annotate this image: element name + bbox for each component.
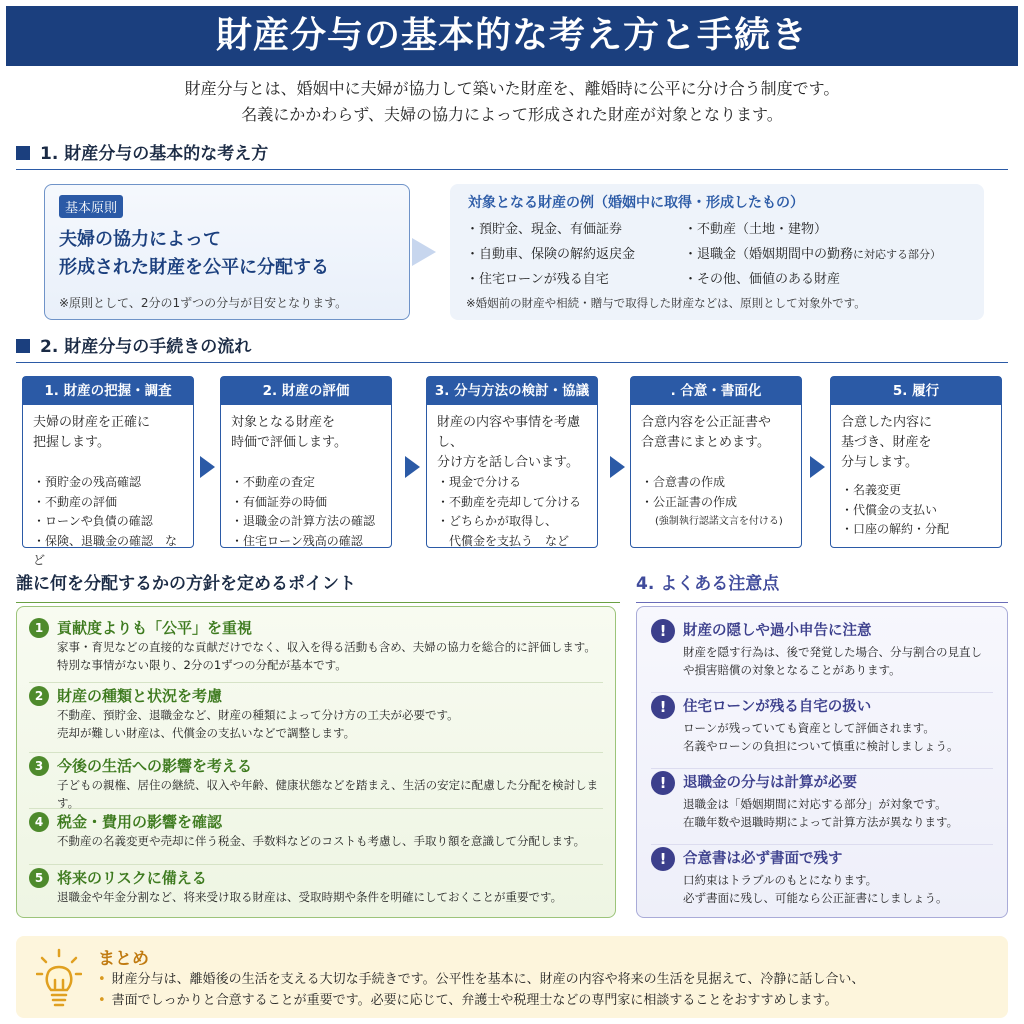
caution-title: 合意書は必ず書面で残す bbox=[683, 851, 843, 867]
flow-arrow-icon bbox=[405, 456, 420, 478]
point-body-line: 売却が難しい財産は、代償金の支払いなどで調整します。 bbox=[57, 726, 356, 740]
step-item: ・どちらかが取得し、 bbox=[437, 514, 558, 528]
caution-body bbox=[683, 643, 993, 679]
summary-line bbox=[98, 969, 992, 990]
example-item: ・不動産（土地・建物） bbox=[684, 222, 828, 237]
step-desc-line: 分与します。 bbox=[841, 455, 918, 470]
step-item: ・有価証券の時価 bbox=[231, 494, 328, 509]
summary-line bbox=[98, 990, 992, 1011]
summary-line-text: 書面でしっかりと合意することが重要です。必要に応じて、弁護士や税理士などの専門家に相談することをおすすめします。 bbox=[111, 993, 838, 1008]
caution-item bbox=[651, 845, 993, 921]
step-item: ・不動産を売却して分ける bbox=[437, 494, 582, 509]
step-desc-line: 財産の内容や事情を考慮し、 bbox=[437, 415, 581, 450]
step-item-list bbox=[427, 469, 597, 551]
point-number-badge: 3 bbox=[29, 756, 49, 776]
step-item: ・不動産の査定 bbox=[231, 475, 316, 489]
caution-body-line: 必ず書面に残し、可能なら公正証書にしましょう。 bbox=[683, 891, 948, 905]
caution-body bbox=[683, 795, 993, 831]
step-item-note: (強制執行認諾文言を付ける) bbox=[655, 516, 783, 527]
step-item-list bbox=[221, 469, 391, 551]
step-item: ・退職金の計算方法の確認 bbox=[231, 514, 376, 528]
point-body-line: 退職金や年金分割など、将来受け取る財産は、受取時期や条件を明確にしておくことが重要です。 bbox=[57, 890, 563, 904]
exclamation-icon: ! bbox=[651, 771, 675, 795]
step-title: 5. 履行 bbox=[831, 377, 1001, 405]
summary-title: まとめ bbox=[98, 949, 149, 969]
step-title: 2. 財産の評価 bbox=[221, 377, 391, 405]
step-desc-line: 合意内容を公正証書や bbox=[641, 415, 772, 430]
point-body-line: 不動産の名義変更や売却に伴う税金、手数料などのコストも考慮し、手取り額を意識して分配します。 bbox=[57, 834, 586, 848]
exclamation-icon: ! bbox=[651, 695, 675, 719]
point-number-badge: 2 bbox=[29, 686, 49, 706]
point-item bbox=[29, 683, 603, 753]
point-title: 財産の種類と状況を考慮 bbox=[57, 687, 223, 705]
step-item: ・不動産の評価 bbox=[33, 494, 118, 509]
step-item: ・代償金の支払い bbox=[841, 502, 938, 517]
point-body-line: 家事・育児などの直接的な貢献だけでなく、収入を得る活動も含め、夫婦の協力を総合的に評価します。 bbox=[57, 640, 596, 654]
point-title: 将来のリスクに備える bbox=[57, 869, 207, 887]
bullet-dot-icon: • bbox=[98, 993, 106, 1008]
step-item-list bbox=[23, 469, 193, 571]
caution-title: 退職金の分与は計算が必要 bbox=[683, 775, 857, 791]
principle-card bbox=[44, 184, 410, 320]
point-number-badge: 5 bbox=[29, 868, 49, 888]
step-title: 1. 財産の把握・調査 bbox=[23, 377, 193, 405]
point-body-line: 特別な事情がない限り、2分の1ずつの分配が基本です。 bbox=[57, 658, 347, 672]
caution-body-line: 口約束はトラブルのもとになります。 bbox=[683, 873, 878, 887]
intro-text bbox=[0, 76, 1024, 128]
exclamation-icon: ! bbox=[651, 619, 675, 643]
point-body-line: 不動産、預貯金、退職金など、財産の種類によって分け方の工夫が必要です。 bbox=[57, 708, 459, 722]
section-2-heading-text: 2. 財産分与の手続きの流れ bbox=[40, 337, 252, 357]
step-card-5 bbox=[830, 376, 1002, 548]
point-number-badge: 1 bbox=[29, 618, 49, 638]
point-body bbox=[57, 638, 603, 674]
heading-square-icon bbox=[16, 146, 30, 160]
caution-body-line: 名義やローンの負担について慎重に検討しましょう。 bbox=[683, 739, 959, 753]
section-3-heading: 誰に何を分配するかの方針を定めるポイント bbox=[16, 572, 620, 603]
flow-arrow-icon bbox=[200, 456, 215, 478]
caution-item bbox=[651, 617, 993, 693]
examples-note: ※婚姻前の財産や相続・贈与で取得した財産などは、原則として対象外です。 bbox=[466, 296, 866, 310]
point-item bbox=[29, 615, 603, 683]
point-title: 貢献度よりも「公平」を重視 bbox=[57, 619, 253, 637]
examples-list bbox=[466, 218, 968, 287]
step-description bbox=[631, 405, 801, 469]
caution-title: 財産の隠しや過小申告に注意 bbox=[683, 623, 872, 639]
flow-arrow-icon bbox=[810, 456, 825, 478]
caution-title: 住宅ローンが残る自宅の扱い bbox=[683, 699, 872, 715]
step-desc-line: 対象となる財産を bbox=[231, 415, 336, 430]
step-description bbox=[831, 405, 1001, 481]
step-title: 3. 分与方法の検討・協議 bbox=[427, 377, 597, 405]
point-body bbox=[57, 832, 603, 850]
principle-statement bbox=[59, 226, 395, 282]
step-desc-line: 把握します。 bbox=[33, 435, 110, 450]
step-item: ・合意書の作成 bbox=[641, 475, 726, 489]
example-item: ・住宅ローンが残る自宅 bbox=[466, 272, 609, 287]
point-item bbox=[29, 865, 603, 915]
step-card-4 bbox=[630, 376, 802, 548]
step-desc-line: 分け方を話し合います。 bbox=[437, 455, 579, 470]
example-item-text: ・退職金（婚姻期間中の勤務 bbox=[684, 247, 854, 262]
step-desc-line: 基づき、財産を bbox=[841, 435, 932, 450]
step-item: ・公正証書の作成 bbox=[641, 494, 738, 509]
point-title: 今後の生活への影響を考える bbox=[57, 757, 253, 775]
caution-body bbox=[683, 871, 993, 907]
flow-arrow-icon bbox=[610, 456, 625, 478]
examples-card bbox=[450, 184, 984, 320]
intro-line-1: 財産分与とは、婚姻中に夫婦が協力して築いた財産を、離婚時に公平に分け合う制度です。 bbox=[184, 79, 840, 98]
step-desc-line: 合意した内容に bbox=[841, 415, 933, 430]
points-panel bbox=[16, 606, 616, 918]
example-item: ・自動車、保険の解約返戻金 bbox=[466, 247, 636, 262]
point-item bbox=[29, 809, 603, 865]
step-item: ・名義変更 bbox=[841, 483, 902, 497]
exclamation-icon: ! bbox=[651, 847, 675, 871]
caution-body-line: 退職金は「婚姻期間に対応する部分」が対象です。 bbox=[683, 797, 947, 811]
point-item bbox=[29, 753, 603, 809]
step-item: 代償金を支払う など bbox=[437, 533, 570, 548]
point-body-line: 子どもの親権、居住の継続、収入や年齢、健康状態などを踏まえ、生活の安定に配慮した分配を検討します。 bbox=[57, 778, 599, 810]
examples-title: 対象となる財産の例（婚姻中に取得・形成したもの） bbox=[468, 195, 804, 211]
principle-line-1: 夫婦の協力によって bbox=[59, 229, 221, 250]
point-body bbox=[57, 706, 603, 742]
section-1-heading-text: 1. 財産分与の基本的な考え方 bbox=[40, 144, 269, 164]
caution-body-line: や損害賠償の対象となることがあります。 bbox=[683, 663, 901, 677]
principle-tag: 基本原則 bbox=[59, 195, 123, 218]
step-title: . 合意・書面化 bbox=[631, 377, 801, 405]
step-item: ・保険、退職金の確認 など bbox=[33, 533, 178, 567]
principle-line-2: 形成された財産を公平に分配する bbox=[59, 257, 329, 278]
step-card-3 bbox=[426, 376, 598, 548]
step-desc-line: 時価で評価します。 bbox=[231, 435, 347, 450]
lightbulb-icon bbox=[36, 948, 82, 1010]
step-item-list bbox=[631, 469, 801, 532]
principle-note: ※原則として、2分の1ずつの分与が目安となります。 bbox=[59, 296, 348, 310]
page-title: 財産分与の基本的な考え方と手続き bbox=[6, 6, 1018, 66]
example-item-small-text: に対応する部分） bbox=[853, 248, 942, 261]
point-title: 税金・費用の影響を確認 bbox=[57, 813, 223, 831]
summary-box bbox=[16, 936, 1008, 1018]
step-card-2 bbox=[220, 376, 392, 548]
example-item: ・その他、価値のある財産 bbox=[684, 272, 841, 287]
section-1-heading bbox=[16, 142, 1008, 170]
summary-line-text: 財産分与は、離婚後の生活を支える大切な手続きです。公平性を基本に、財産の内容や将来の生活を見据えて、冷静に話し合い、 bbox=[111, 972, 865, 987]
cautions-panel bbox=[636, 606, 1008, 918]
step-card-1 bbox=[22, 376, 194, 567]
section-2-heading bbox=[16, 335, 1008, 363]
caution-body bbox=[683, 719, 993, 755]
caution-body-line: 財産を隠す行為は、後で発覚した場合、分与割合の見直し bbox=[683, 645, 982, 659]
step-desc-line: 夫婦の財産を正確に bbox=[33, 415, 151, 430]
step-description bbox=[221, 405, 391, 469]
example-item bbox=[684, 243, 984, 262]
section-4-heading: 4. よくある注意点 bbox=[636, 572, 1008, 603]
step-description bbox=[23, 405, 193, 469]
step-description bbox=[427, 405, 597, 469]
caution-body-line: 在職年数や退職時期によって計算方法が異なります。 bbox=[683, 815, 959, 829]
point-body bbox=[57, 776, 603, 812]
step-item-list bbox=[831, 481, 1001, 540]
intro-line-2: 名義にかかわらず、夫婦の協力によって形成された財産が対象となります。 bbox=[241, 105, 783, 124]
bullet-dot-icon: • bbox=[98, 972, 106, 987]
caution-item bbox=[651, 769, 993, 845]
step-item: ・現金で分ける bbox=[437, 475, 522, 489]
step-item: ・住宅ローン残高の確認 bbox=[231, 533, 363, 548]
step-item: ・口座の解約・分配 bbox=[841, 522, 950, 536]
example-item: ・預貯金、現金、有価証券 bbox=[466, 222, 623, 237]
heading-square-icon bbox=[16, 339, 30, 353]
point-number-badge: 4 bbox=[29, 812, 49, 832]
caution-item bbox=[651, 693, 993, 769]
right-arrow-icon bbox=[412, 238, 436, 266]
step-item: ・預貯金の残高確認 bbox=[33, 475, 142, 489]
step-item: ・ローンや負債の確認 bbox=[33, 514, 153, 528]
caution-body-line: ローンが残っていても資産として評価されます。 bbox=[683, 721, 935, 735]
point-body bbox=[57, 888, 603, 906]
step-desc-line: 合意書にまとめます。 bbox=[641, 435, 770, 450]
